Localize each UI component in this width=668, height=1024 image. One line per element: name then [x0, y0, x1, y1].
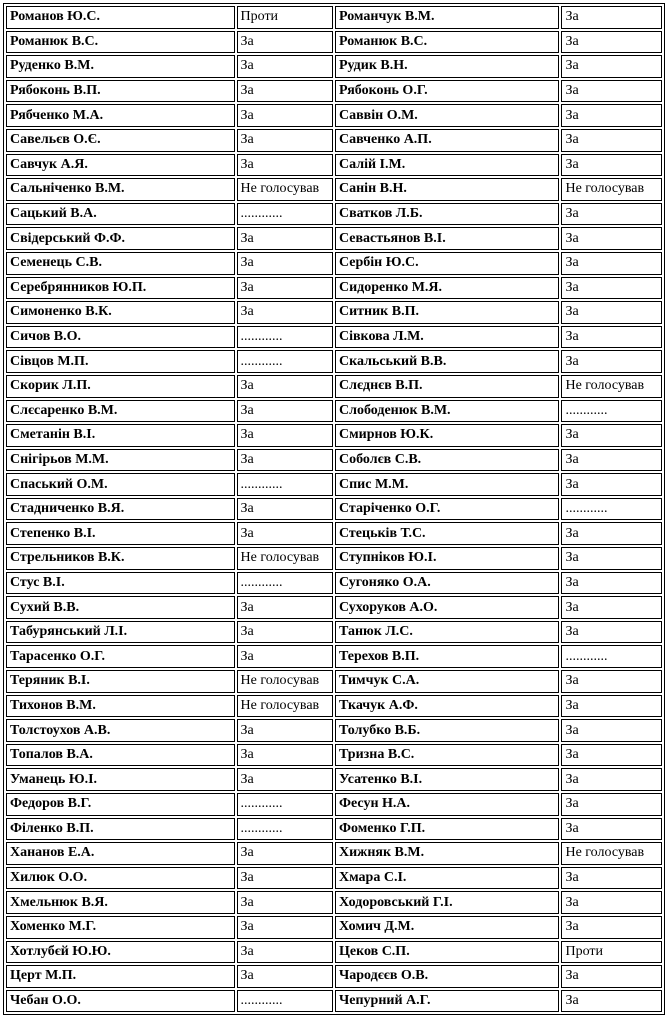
vote-results-table [3, 3, 665, 1015]
table-row [6, 818, 662, 841]
deputy-name-cell: Сівцов М.П. [6, 350, 235, 373]
vote-result-cell: Не голосував [237, 547, 333, 570]
table-row [6, 793, 662, 816]
table-row [6, 547, 662, 570]
deputy-name-cell: Руденко В.М. [6, 55, 235, 78]
deputy-name-cell: Тризна В.С. [335, 744, 559, 767]
vote-result-cell: За [237, 424, 333, 447]
deputy-name-cell: Сальніченко В.М. [6, 178, 235, 201]
deputy-name-cell: Стецьків Т.С. [335, 522, 559, 545]
vote-result-cell: За [237, 129, 333, 152]
deputy-name-cell: Сухоруков А.О. [335, 596, 559, 619]
vote-result-cell: ............ [237, 572, 333, 595]
deputy-name-cell: Сватков Л.Б. [335, 203, 559, 226]
vote-result-cell: Проти [237, 6, 333, 29]
deputy-name-cell: Рудик В.Н. [335, 55, 559, 78]
vote-result-cell: Не голосував [561, 375, 662, 398]
table-row [6, 990, 662, 1013]
deputy-name-cell: Старіченко О.Г. [335, 498, 559, 521]
table-row [6, 941, 662, 964]
table-row [6, 891, 662, 914]
deputy-name-cell: Фесун Н.А. [335, 793, 559, 816]
deputy-name-cell: Табурянський Л.І. [6, 621, 235, 644]
vote-result-cell: За [237, 55, 333, 78]
table-row [6, 104, 662, 127]
vote-result-cell: За [237, 227, 333, 250]
deputy-name-cell: Свідерський Ф.Ф. [6, 227, 235, 250]
deputy-name-cell: Санін В.Н. [335, 178, 559, 201]
vote-result-cell: За [561, 203, 662, 226]
vote-result-cell: За [561, 227, 662, 250]
table-row [6, 400, 662, 423]
vote-result-cell: За [561, 547, 662, 570]
vote-result-cell: Не голосував [237, 670, 333, 693]
vote-result-cell: За [561, 768, 662, 791]
vote-result-cell: За [561, 252, 662, 275]
vote-result-cell: За [237, 277, 333, 300]
vote-result-cell: За [561, 916, 662, 939]
deputy-name-cell: Серебрянников Ю.П. [6, 277, 235, 300]
deputy-name-cell: Цеков С.П. [335, 941, 559, 964]
table-row [6, 572, 662, 595]
deputy-name-cell: Хомич Д.М. [335, 916, 559, 939]
deputy-name-cell: Тихонов В.М. [6, 695, 235, 718]
vote-result-cell: За [561, 596, 662, 619]
deputy-name-cell: Слєсаренко В.М. [6, 400, 235, 423]
deputy-name-cell: Симоненко В.К. [6, 301, 235, 324]
deputy-name-cell: Стрельников В.К. [6, 547, 235, 570]
vote-result-cell: За [237, 916, 333, 939]
deputy-name-cell: Федоров В.Г. [6, 793, 235, 816]
vote-result-cell: За [561, 670, 662, 693]
table-row [6, 449, 662, 472]
deputy-name-cell: Степенко В.І. [6, 522, 235, 545]
vote-result-cell: За [237, 154, 333, 177]
vote-result-cell: За [561, 990, 662, 1013]
deputy-name-cell: Спаський О.М. [6, 473, 235, 496]
vote-result-cell: ............ [237, 326, 333, 349]
vote-result-cell: Проти [561, 941, 662, 964]
table-row [6, 301, 662, 324]
table-row [6, 867, 662, 890]
vote-result-cell: За [561, 31, 662, 54]
vote-result-cell: ............ [561, 645, 662, 668]
vote-result-cell: За [561, 621, 662, 644]
deputy-name-cell: Скорик Л.П. [6, 375, 235, 398]
vote-result-cell: За [561, 965, 662, 988]
deputy-name-cell: Романюк В.С. [335, 31, 559, 54]
vote-result-cell: За [561, 572, 662, 595]
vote-result-cell: За [237, 375, 333, 398]
table-row [6, 621, 662, 644]
table-row [6, 744, 662, 767]
deputy-name-cell: Рябоконь О.Г. [335, 80, 559, 103]
deputy-name-cell: Салій І.М. [335, 154, 559, 177]
vote-result-cell: За [561, 719, 662, 742]
deputy-name-cell: Тарасенко О.Г. [6, 645, 235, 668]
deputy-name-cell: Сацький В.А. [6, 203, 235, 226]
vote-result-cell: За [561, 522, 662, 545]
table-row [6, 768, 662, 791]
deputy-name-cell: Смирнов Ю.К. [335, 424, 559, 447]
vote-result-cell: За [561, 154, 662, 177]
vote-result-cell: За [561, 891, 662, 914]
vote-result-cell: За [561, 424, 662, 447]
deputy-name-cell: Саввін О.М. [335, 104, 559, 127]
vote-result-cell: За [561, 104, 662, 127]
deputy-name-cell: Чародєєв О.В. [335, 965, 559, 988]
table-row [6, 424, 662, 447]
deputy-name-cell: Романчук В.М. [335, 6, 559, 29]
table-row [6, 498, 662, 521]
deputy-name-cell: Топалов В.А. [6, 744, 235, 767]
vote-result-cell: ............ [237, 990, 333, 1013]
vote-result-cell: За [237, 596, 333, 619]
table-row [6, 719, 662, 742]
vote-result-cell: За [561, 326, 662, 349]
deputy-name-cell: Слободенюк В.М. [335, 400, 559, 423]
vote-result-cell: За [561, 129, 662, 152]
table-row [6, 375, 662, 398]
deputy-name-cell: Хоменко М.Г. [6, 916, 235, 939]
deputy-name-cell: Усатенко В.І. [335, 768, 559, 791]
vote-result-cell: ............ [237, 473, 333, 496]
deputy-name-cell: Хижняк В.М. [335, 842, 559, 865]
table-row [6, 129, 662, 152]
deputy-name-cell: Сухий В.В. [6, 596, 235, 619]
deputy-name-cell: Філенко В.П. [6, 818, 235, 841]
deputy-name-cell: Ситник В.П. [335, 301, 559, 324]
deputy-name-cell: Теряник В.І. [6, 670, 235, 693]
deputy-name-cell: Савченко А.П. [335, 129, 559, 152]
table-row [6, 965, 662, 988]
deputy-name-cell: Сметанін В.І. [6, 424, 235, 447]
deputy-name-cell: Хмельнюк В.Я. [6, 891, 235, 914]
table-row [6, 203, 662, 226]
table-row [6, 695, 662, 718]
vote-result-cell: Не голосував [237, 178, 333, 201]
deputy-name-cell: Терехов В.П. [335, 645, 559, 668]
deputy-name-cell: Сербін Ю.С. [335, 252, 559, 275]
deputy-name-cell: Ходоровський Г.І. [335, 891, 559, 914]
deputy-name-cell: Толубко В.Б. [335, 719, 559, 742]
table-row [6, 6, 662, 29]
deputy-name-cell: Соболєв С.В. [335, 449, 559, 472]
vote-result-cell: За [561, 867, 662, 890]
deputy-name-cell: Слєднєв В.П. [335, 375, 559, 398]
deputy-name-cell: Семенець С.В. [6, 252, 235, 275]
vote-result-cell: За [561, 350, 662, 373]
vote-result-cell: ............ [237, 793, 333, 816]
deputy-name-cell: Хотлубєй Ю.Ю. [6, 941, 235, 964]
deputy-name-cell: Уманець Ю.І. [6, 768, 235, 791]
vote-result-cell: За [237, 400, 333, 423]
deputy-name-cell: Савельєв О.Є. [6, 129, 235, 152]
vote-result-cell: За [561, 55, 662, 78]
vote-result-cell: ............ [561, 498, 662, 521]
deputy-name-cell: Хилюк О.О. [6, 867, 235, 890]
vote-result-cell: За [561, 744, 662, 767]
vote-result-cell: За [561, 818, 662, 841]
vote-result-cell: За [237, 449, 333, 472]
vote-result-cell: За [561, 793, 662, 816]
deputy-name-cell: Сівкова Л.М. [335, 326, 559, 349]
vote-result-cell: За [237, 768, 333, 791]
vote-result-cell: За [237, 941, 333, 964]
vote-result-cell: За [237, 104, 333, 127]
vote-result-cell: Не голосував [237, 695, 333, 718]
vote-result-cell: Не голосував [561, 842, 662, 865]
vote-result-cell: За [237, 498, 333, 521]
deputy-name-cell: Сугоняко О.А. [335, 572, 559, 595]
deputy-name-cell: Спис М.М. [335, 473, 559, 496]
table-row [6, 596, 662, 619]
vote-result-cell: За [237, 301, 333, 324]
table-row [6, 670, 662, 693]
vote-result-cell: ............ [237, 818, 333, 841]
vote-result-cell: За [561, 277, 662, 300]
deputy-name-cell: Толстоухов А.В. [6, 719, 235, 742]
table-row [6, 154, 662, 177]
vote-result-cell: За [237, 31, 333, 54]
deputy-name-cell: Рябоконь В.П. [6, 80, 235, 103]
deputy-name-cell: Ткачук А.Ф. [335, 695, 559, 718]
table-row [6, 326, 662, 349]
table-row [6, 55, 662, 78]
deputy-name-cell: Церт М.П. [6, 965, 235, 988]
table-row [6, 80, 662, 103]
vote-result-cell: За [561, 6, 662, 29]
table-row [6, 178, 662, 201]
vote-result-cell: ............ [561, 400, 662, 423]
vote-result-cell: За [237, 867, 333, 890]
deputy-name-cell: Чебан О.О. [6, 990, 235, 1013]
deputy-name-cell: Романов Ю.С. [6, 6, 235, 29]
vote-results-body [6, 6, 662, 1012]
table-row [6, 277, 662, 300]
vote-result-cell: За [237, 645, 333, 668]
deputy-name-cell: Фоменко Г.П. [335, 818, 559, 841]
vote-result-cell: За [561, 301, 662, 324]
deputy-name-cell: Севастьянов В.І. [335, 227, 559, 250]
table-row [6, 350, 662, 373]
deputy-name-cell: Рябченко М.А. [6, 104, 235, 127]
deputy-name-cell: Сичов В.О. [6, 326, 235, 349]
vote-result-cell: За [237, 80, 333, 103]
table-row [6, 473, 662, 496]
deputy-name-cell: Танюк Л.С. [335, 621, 559, 644]
deputy-name-cell: Скальський В.В. [335, 350, 559, 373]
vote-result-cell: ............ [237, 350, 333, 373]
vote-result-cell: За [237, 522, 333, 545]
vote-result-cell: За [561, 80, 662, 103]
deputy-name-cell: Романюк В.С. [6, 31, 235, 54]
vote-result-cell: За [237, 252, 333, 275]
table-row [6, 227, 662, 250]
deputy-name-cell: Снігірьов М.М. [6, 449, 235, 472]
vote-result-cell: За [237, 621, 333, 644]
vote-result-cell: За [237, 891, 333, 914]
table-row [6, 842, 662, 865]
deputy-name-cell: Стадниченко В.Я. [6, 498, 235, 521]
vote-result-cell: За [561, 449, 662, 472]
vote-result-cell: За [561, 473, 662, 496]
table-row [6, 916, 662, 939]
deputy-name-cell: Ступніков Ю.І. [335, 547, 559, 570]
vote-result-cell: За [237, 719, 333, 742]
table-row [6, 645, 662, 668]
deputy-name-cell: Савчук А.Я. [6, 154, 235, 177]
vote-result-cell: ............ [237, 203, 333, 226]
table-row [6, 522, 662, 545]
deputy-name-cell: Хмара С.І. [335, 867, 559, 890]
deputy-name-cell: Сидоренко М.Я. [335, 277, 559, 300]
table-row [6, 252, 662, 275]
vote-result-cell: Не голосував [561, 178, 662, 201]
vote-result-cell: За [237, 842, 333, 865]
deputy-name-cell: Хананов Е.А. [6, 842, 235, 865]
deputy-name-cell: Стус В.І. [6, 572, 235, 595]
vote-result-cell: За [561, 695, 662, 718]
table-row [6, 31, 662, 54]
deputy-name-cell: Чепурний А.Г. [335, 990, 559, 1013]
vote-result-cell: За [237, 744, 333, 767]
deputy-name-cell: Тимчук С.А. [335, 670, 559, 693]
vote-result-cell: За [237, 965, 333, 988]
